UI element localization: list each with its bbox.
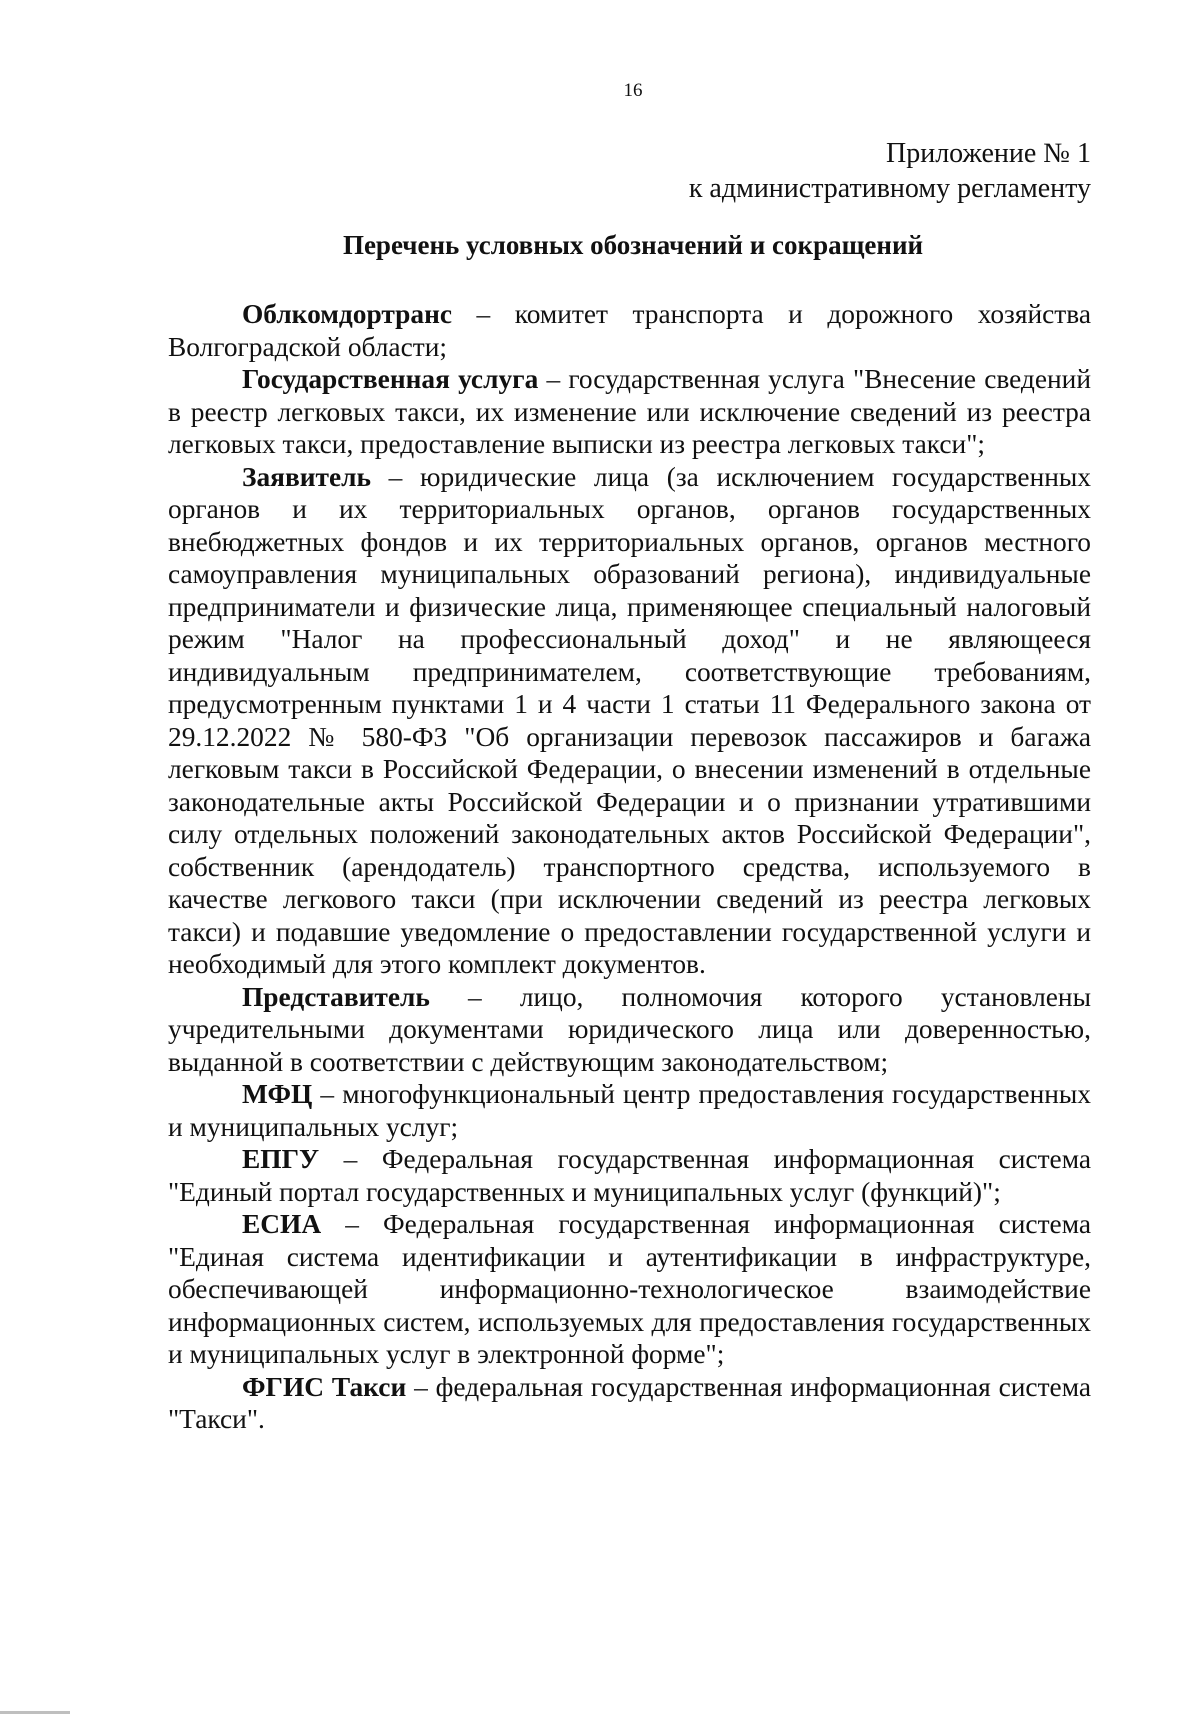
page-number: 16 <box>623 80 643 101</box>
abbreviation-entry-epgu <box>168 1143 1091 1208</box>
abbreviation-definition: – федеральная государственная информационная система "Такси". <box>168 1371 1091 1434</box>
abbreviation-definition: – государственная услуга "Внесение сведений в реестр легковых такси, их изменение или исключение сведений из реестра легковых такси, предоставление выписки из реестра легковых такси"; <box>168 364 1091 459</box>
abbreviation-definition: – многофункциональный центр предоставления государственных и муниципальных услуг; <box>168 1079 1091 1142</box>
abbreviation-term: ЕСИА <box>242 1209 322 1239</box>
abbreviations-list <box>168 298 1091 1436</box>
abbreviation-entry-applicant <box>168 461 1091 981</box>
abbreviation-term: МФЦ <box>242 1079 313 1109</box>
abbreviation-term: Облкомдортранс <box>242 299 453 329</box>
abbreviation-entry-fgis-taxi <box>168 1371 1091 1436</box>
abbreviation-entry-representative <box>168 981 1091 1079</box>
abbreviation-entry-mfc <box>168 1078 1091 1143</box>
abbreviation-term: ФГИС Такси <box>242 1371 407 1402</box>
abbreviation-term: Заявитель <box>242 461 372 492</box>
annex-line-1: Приложение № 1 <box>886 138 1091 169</box>
annex-header <box>689 136 1091 206</box>
abbreviation-definition: – Федеральная государственная информационная система "Единый портал государственных и муниципальных услуг (функций)"; <box>168 1144 1091 1207</box>
abbreviation-definition: – комитет транспорта и дорожного хозяйства Волгоградской области; <box>168 299 1091 362</box>
abbreviation-term: ЕПГУ <box>242 1144 320 1174</box>
annex-line-2: к административному регламенту <box>688 173 1091 204</box>
abbreviation-entry-esia <box>168 1208 1091 1371</box>
abbreviation-entry-state-service <box>168 363 1091 461</box>
abbreviation-term: Представитель <box>242 981 430 1012</box>
abbreviation-entry-oblkomdortrans <box>168 298 1091 363</box>
document-title: Перечень условных обозначений и сокращений <box>342 230 924 260</box>
abbreviation-definition: – юридические лица (за исключением государственных органов и их территориальных органов, органов государственных внебюджетных фондов и их территориальных органов, органов местного самоуправления муниципальных образований региона), индивидуальные предприниматели и физические лица, применяющее специальный налоговый режим "Налог на профессиональный доход" и не являющееся индивидуальным предпринимателем, соответствующие требованиям, предусмотренным пунктами 1 и 4 части 1 статьи 11 Федерального закона от 29.12.2022 № 580-ФЗ "Об организации перевозок пассажиров и багажа легковым такси в Российской Федерации, о внесении изменений в отдельные законодательные акты Российской Федерации и о признании утратившими силу отдельных положений законодательных актов Российской Федерации", собственник (арендодатель) транспортного средства, используемого в качестве легкового такси (при исключении сведений из реестра легковых такси) и подавшие уведомление о предоставлении государственной услуги и необходимый для этого комплект документов. <box>168 461 1091 979</box>
abbreviation-term: Государственная услуга <box>242 364 539 394</box>
abbreviation-definition: – Федеральная государственная информационная система "Единая система идентификации и аутентификации в инфраструктуре, обеспечивающей информационно-технологическое взаимодействие информационных систем, используемых для предоставления государственных и муниципальных услуг в электронной форме"; <box>168 1209 1091 1369</box>
abbreviation-definition: – лицо, полномочия которого установлены учредительными документами юридического лица или доверенностью, выданной в соответствии с действующим законодательством; <box>168 981 1091 1077</box>
